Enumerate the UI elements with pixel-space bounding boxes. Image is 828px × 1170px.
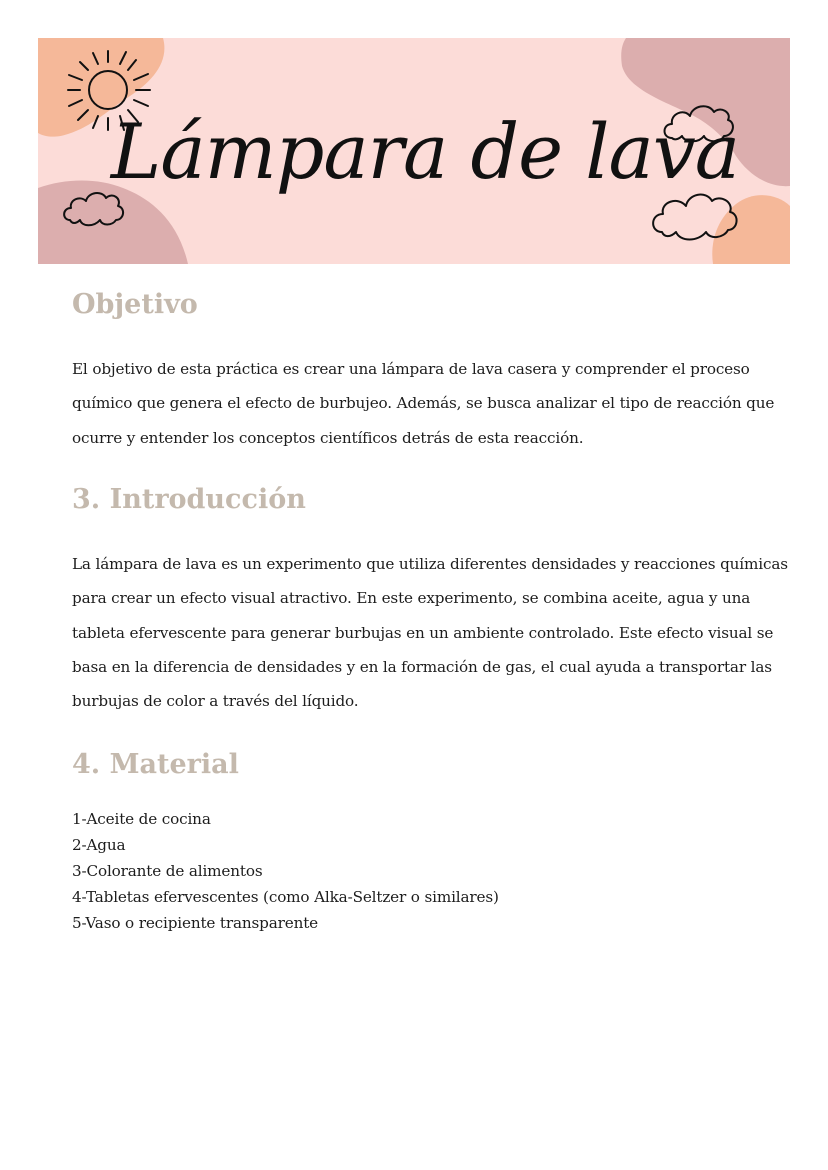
list-item: 2-Agua	[72, 836, 126, 854]
list-item: 1-Aceite de cocina	[72, 810, 211, 828]
list-item: 5-Vaso o recipiente transparente	[72, 914, 319, 932]
list-item: 3-Colorante de alimentos	[72, 862, 263, 880]
introduction-paragraph: La lámpara de lava es un experimento que utiliza diferentes densidades y reacciones químicas para crear un efecto visual atractivo. En este experimento, se combina aceite, agua y una tableta efervescente para generar burbujas en un ambiente controlado. Este efecto visual se basa en la diferencia de densidades y en la formación de gas, el cual ayuda a transportar las burbujas de color a través del líquido.	[72, 555, 788, 711]
objective-paragraph: El objetivo de esta práctica es crear una lámpara de lava casera y comprender el proceso químico que genera el efecto de burbujeo. Además, se busca analizar el tipo de reacción que ocurre y entender los conceptos científicos detrás de esta reacción.	[72, 360, 775, 447]
header-banner	[38, 38, 790, 264]
banner-title: Lámpara de lava	[110, 106, 740, 196]
material-heading: 4. Material	[72, 749, 239, 780]
material-list	[72, 806, 499, 936]
objective-heading: Objetivo	[72, 289, 198, 320]
introduction-heading: 3. Introducción	[72, 484, 306, 515]
list-item: 4-Tabletas efervescentes (como Alka-Seltzer o similares)	[72, 888, 499, 906]
